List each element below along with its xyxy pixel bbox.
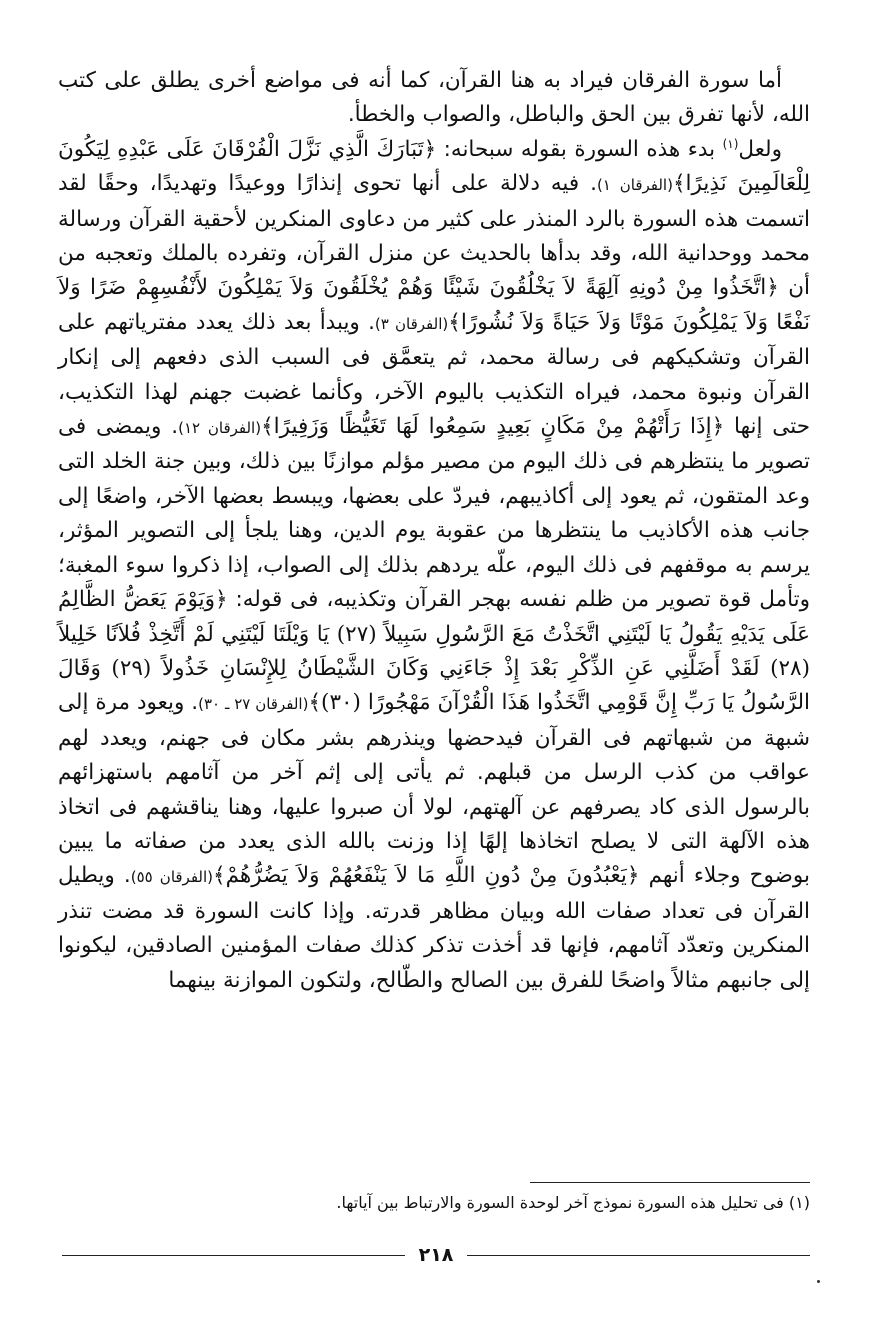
surah-reference: (الفرقان ٣) bbox=[374, 314, 449, 333]
text-run: بدء هذه السورة بقوله سبحانه: bbox=[436, 136, 723, 162]
text-run: . ويمضى فى تصوير ما ينتظرهم فى ذلك اليوم من مصير مؤلم موازنًا بين ذلك، وبين جنة الخلد التى وعد المتقون، ثم يعود إلى أكاذيبهم، فيردّ على بعضها، ويبسط بعضها الآخر، واضعًا إلى جانب هذه الأكاذيب ما ينتظرها من عقوبة يوم الدين، وهنا يلجأ إلى التصوير المؤثر، يرسم به موقفهم فى ذلك اليوم، علّه يردهم بذلك إلى الصواب، إذا ذكروا سوء المغبة؛ وتأمل قوة تصوير من ظلم نفسه بهجر القرآن وتكذيبه، فى قوله: bbox=[58, 414, 810, 613]
page-footer bbox=[62, 1240, 810, 1270]
text-run: . ويطيل القرآن فى تعداد صفات الله وبيان مظاهر قدرته. وإذا كانت السورة قد مضت تنذر المنكرين وتعدّد آثامهم، فإنها قد أخذت تذكر كذلك صفات المؤمنين الصادقين، ليكونوا إلى جانبهم مثالاً واضحًا للفرق بين الصالح والطّالح، ولتكون الموازنة بينهما bbox=[58, 863, 810, 993]
paragraph-1: أما سورة الفرقان فيراد به هنا القرآن، كما أنه فى مواضع أخرى يطلق على كتب الله، لأنها تفرق بين الحق والباطل، والصواب والخطأ. bbox=[58, 68, 810, 128]
footnote: (١) فى تحليل هذه السورة نموذج آخر لوحدة السورة والارتباط بين آياتها. bbox=[336, 1193, 810, 1212]
quran-quote: ﴿اتَّخَذُوا مِنْ دُونِهِ آلِهَةً لاَ يَخْلُقُونَ شَيْئًا وَهُمْ يُخْلَقُونَ وَلاَ يَمْلِكُونَ لأَنْفُسِهِمْ ضَرًا وَلاَ نَفْعًا وَلاَ يَمْلِكُونَ مَوْتًا وَلاَ حَيَاةً وَلاَ نُشُورًا﴾ bbox=[58, 275, 810, 335]
quran-quote: ﴿إِذَا رَأَتْهُمْ مِنْ مَكَانٍ بَعِيدٍ سَمِعُوا لَهَا تَغَيُّظًا وَزَفِيرًا﴾ bbox=[261, 414, 725, 440]
scan-dot bbox=[817, 1280, 820, 1283]
surah-reference: (الفرقان ٢٧ ـ ٣٠) bbox=[198, 695, 309, 714]
quran-quote: ﴿يَعْبُدُونَ مِنْ دُونِ اللَّهِ مَا لاَ يَنْفَعُهُمْ وَلاَ يَضُرُّهُمْ﴾ bbox=[213, 863, 640, 889]
text-run: . ويبدأ بعد ذلك يعدد مفترياتهم على القرآن وتشكيكهم فى رسالة محمد، ثم يتعمَّق فى السبب الذى دفعهم إلى إنكار القرآن ونبوة محمد، فيراه التكذيب باليوم الآخر، وكأنما غضبت جهنم لهذا التكذيب، حتى إنها bbox=[58, 309, 810, 440]
surah-reference: (الفرقان ١٢) bbox=[178, 419, 262, 438]
text-run: . فيه دلالة على أنها تحوى إنذارًا ووعيدًا وتهديدًا، وحقًا لقد اتسمت هذه السورة بالرد المنذر على كثير من دعاوى المنكرين لأحقية القرآن ورسالة محمد ووحدانية الله، وقد بدأها بالحديث عن منزل القرآن، وتفرده بالملك وتعجبه من أن bbox=[58, 171, 810, 301]
footnote-divider bbox=[530, 1182, 810, 1183]
quran-quote: ﴿وَيَوْمَ يَعَضُّ الظَّالِمُ عَلَى يَدَيْهِ يَقُولُ يَا لَيْتَنِي اتَّخَذْتُ مَعَ الرَّسُولِ سَبِيلاً (٢٧) يَا وَيْلَتَا لَيْتَنِي لَمْ أَتَّخِذْ فُلاَنًا خَلِيلاً (٢٨) لَقَدْ أَضَلَّنِي عَنِ الذِّكْرِ بَعْدَ إِذْ جَاءَنِي وَكَانَ الشَّيْطَانُ لِلإِنْسَانِ خَذُولاً (٢٩) وَقَالَ الرَّسُولُ يَا رَبِّ إِنَّ قَوْمِي اتَّخَذُوا هَذَا الْقُرْآنَ مَهْجُورًا (٣٠)﴾ bbox=[58, 587, 810, 716]
text-run: . ويعود مرة إلى شبهة من شبهاتهم فى القرآن فيدحضها وينذرهم بشر مكان فى جهنم، ويعدد لهم عواقب من كذب الرسل من قبلهم. ثم يأتى إلى إثم آخر من آثامهم باستهزائهم بالرسول الذى كاد يصرفهم عن آلهتهم، لولا أن صبروا عليها، وهنا يناقشهم فى اتخاذ هذه الآلهة التى لا يصلح اتخاذها إلهًا إذا وزنت بالله الذى يعدد من صفاته ما يبين بوضوح وجلاء أنهم bbox=[58, 690, 810, 889]
main-text bbox=[58, 64, 810, 998]
page-number: ٢١٨ bbox=[418, 1244, 454, 1266]
footer-rule-left bbox=[62, 1255, 405, 1256]
paragraph-2 bbox=[58, 133, 810, 998]
text-run: ولعل bbox=[738, 136, 782, 162]
footnote-marker: (١) bbox=[722, 136, 739, 151]
footer-rule-right bbox=[467, 1255, 810, 1256]
surah-reference: (الفرقان ٥٥) bbox=[130, 868, 214, 887]
quran-quote: ﴿تَبَارَكَ الَّذِي نَزَّلَ الْفُرْقَانَ عَلَى عَبْدِهِ لِيَكُونَ لِلْعَالَمِينَ نَذِيرًا﴾ bbox=[58, 136, 811, 197]
page-body bbox=[58, 64, 810, 998]
surah-reference: (الفرقان ١) bbox=[596, 176, 673, 195]
